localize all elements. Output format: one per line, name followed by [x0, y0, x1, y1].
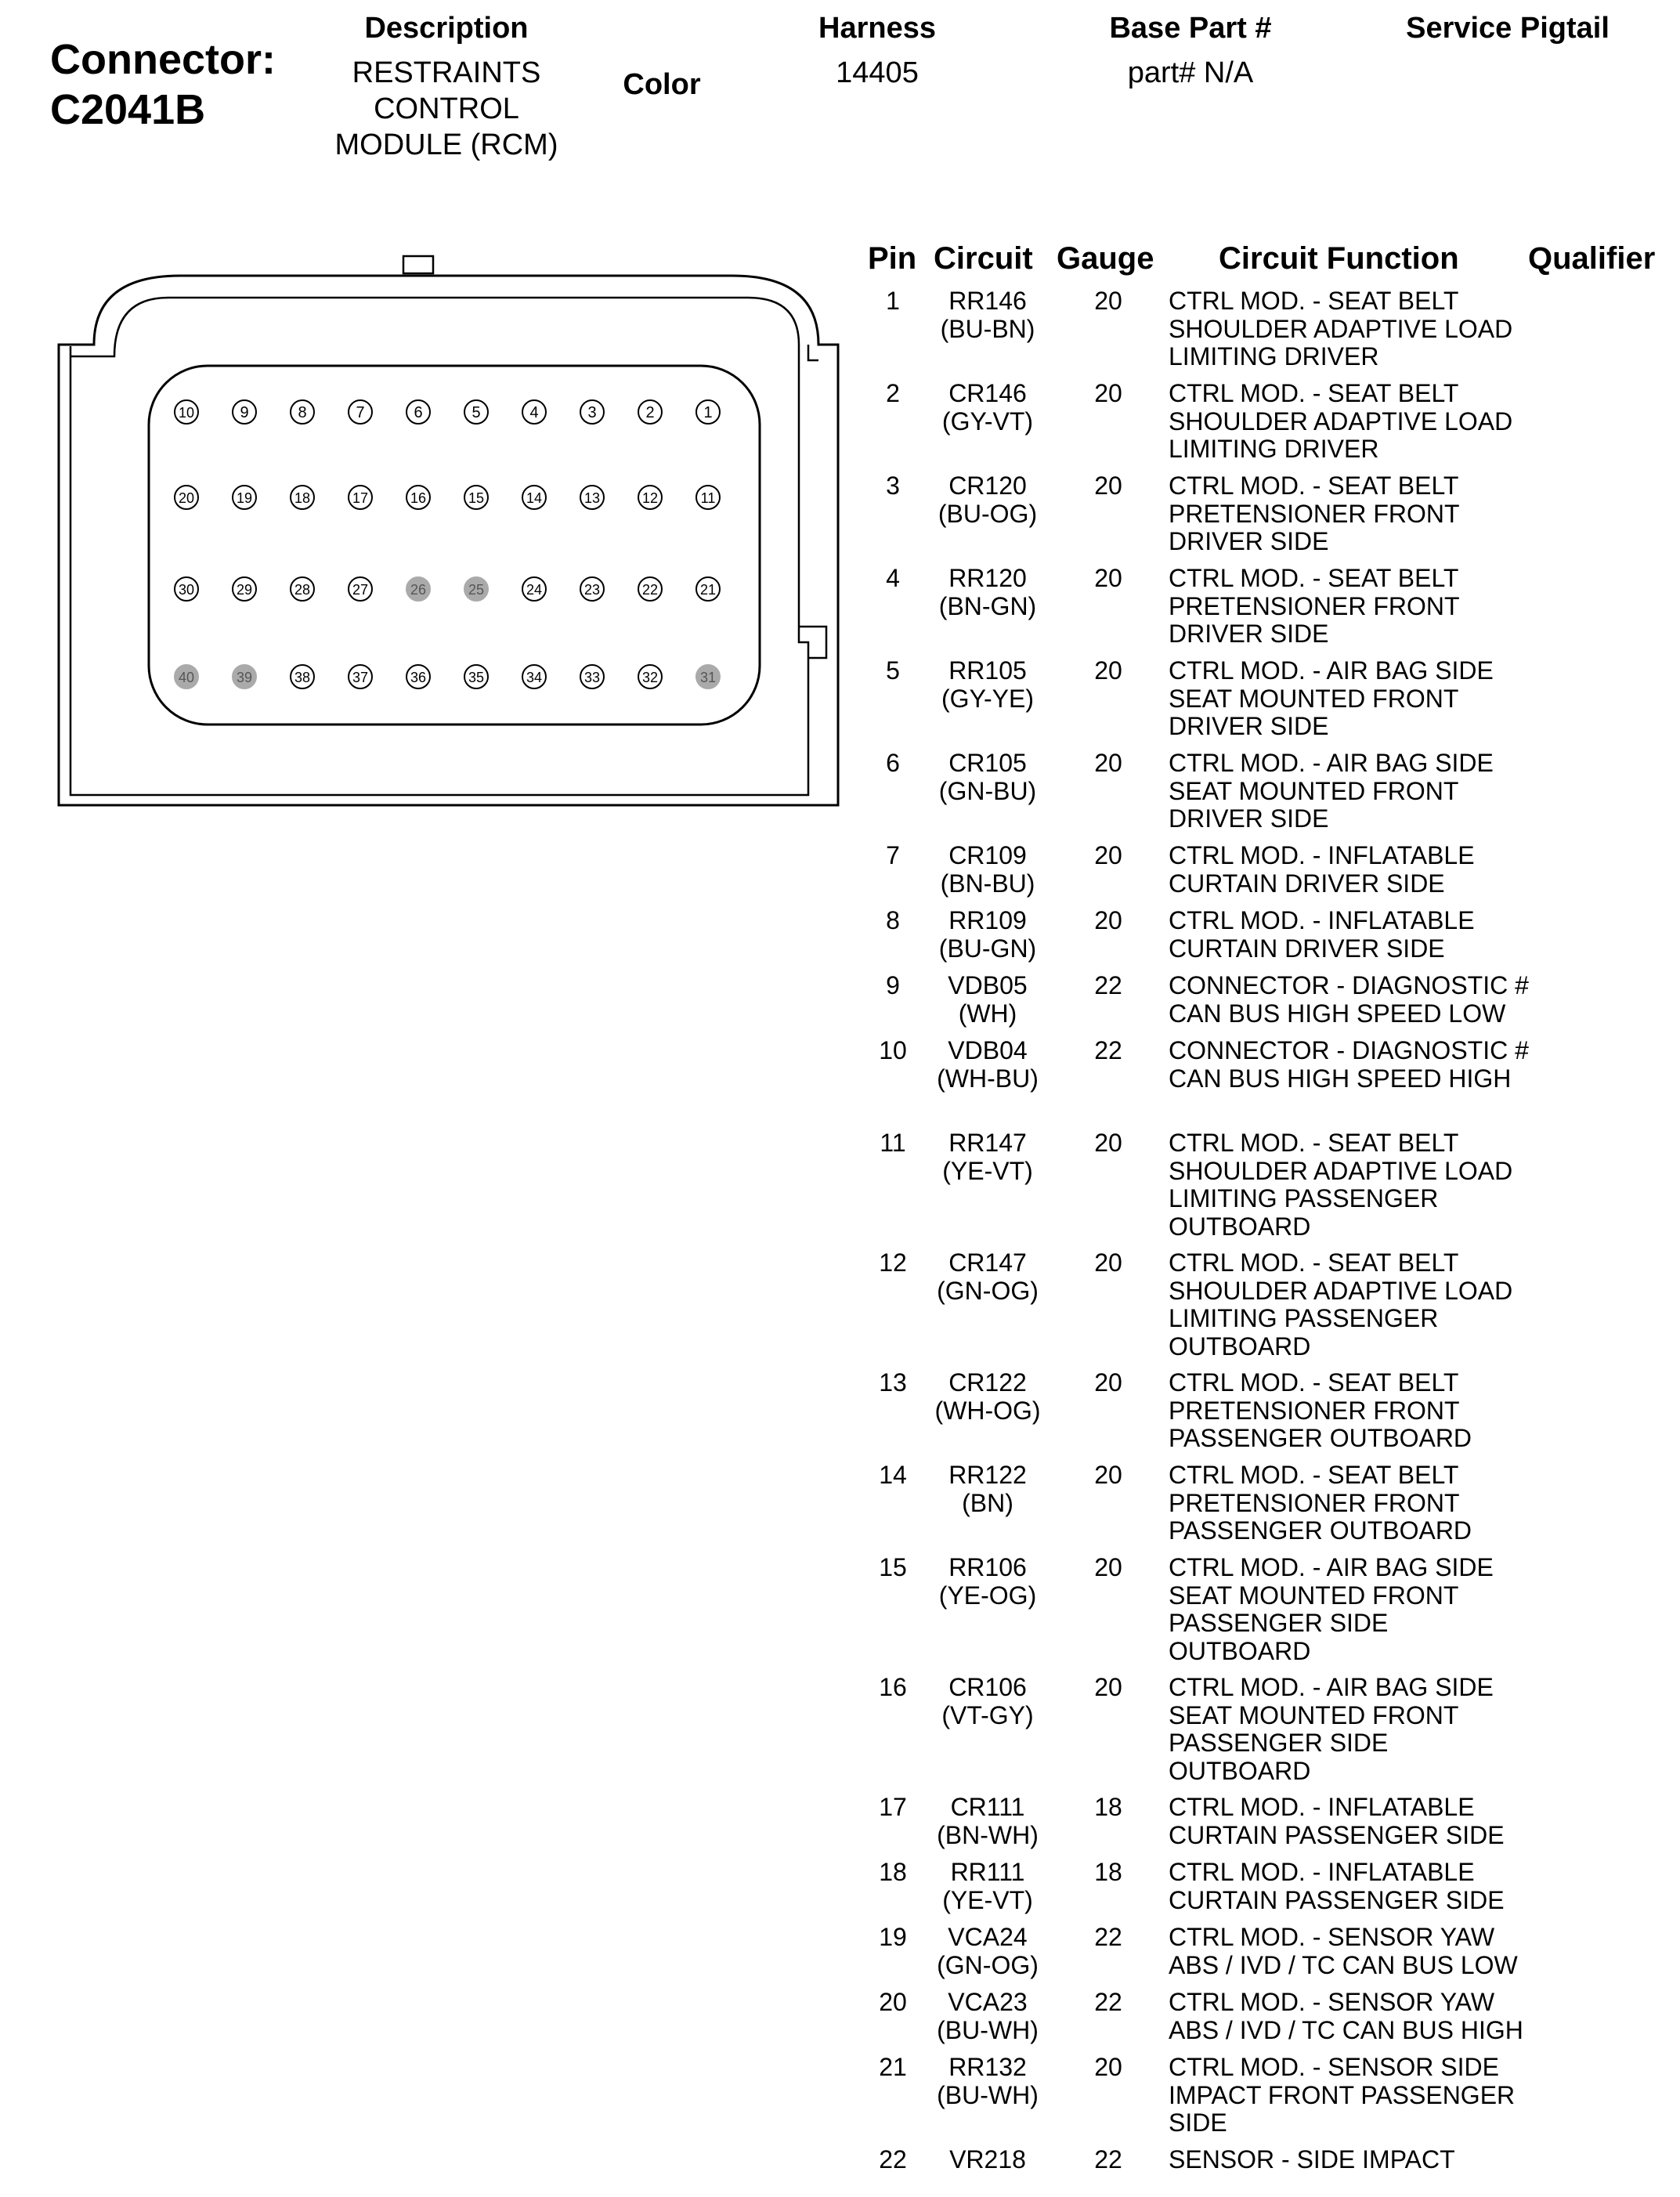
pin-number: 2	[886, 379, 900, 407]
circuit-function-cell: CTRL MOD. - INFLATABLE CURTAIN DRIVER SIDE	[1169, 841, 1475, 898]
gauge-cell: 20	[1094, 564, 1122, 592]
header-pin: Pin	[868, 241, 917, 276]
wire-color: (BU-BN)	[940, 314, 1035, 343]
circuit-id: VCA24	[948, 1923, 1028, 1951]
pin-cavity	[175, 665, 198, 688]
circuit-function-cell: CTRL MOD. - AIR BAG SIDE SEAT MOUNTED FRONT DRIVER SIDE	[1169, 749, 1494, 833]
pin-cavity-number: 15	[468, 490, 485, 506]
wire-color: (GN-BU)	[938, 776, 1037, 805]
pin-cavity-number: 23	[583, 582, 601, 598]
pin-cavity	[580, 577, 604, 601]
pin-cavity	[464, 577, 488, 601]
description-line: RESTRAINTS	[352, 56, 541, 89]
circuit-cell	[921, 1129, 1054, 1185]
pin-cavity-number: 29	[236, 582, 253, 598]
pin-cavity-number: 31	[699, 670, 717, 685]
circuit-function-cell: CTRL MOD. - SEAT BELT SHOULDER ADAPTIVE LOAD LIMITING DRIVER	[1169, 287, 1513, 370]
pin-number: 12	[879, 1248, 907, 1277]
pin-cavity-number: 34	[526, 670, 543, 685]
pin-cavity-number: 37	[352, 670, 369, 685]
pin-cavity	[349, 665, 372, 688]
pin-cavity-number: 26	[410, 582, 427, 598]
gauge-cell: 20	[1094, 841, 1122, 869]
circuit-cell	[921, 1249, 1054, 1305]
wire-color: (WH-BU)	[937, 1064, 1039, 1093]
pin-cavity	[580, 486, 604, 509]
harness-label: Harness	[818, 12, 936, 45]
circuit-function-cell: CTRL MOD. - SENSOR YAW ABS / IVD / TC CAN BUS HIGH	[1169, 1988, 1523, 2044]
connector-label: Connector:	[50, 36, 276, 83]
wire-color: (YE-OG)	[938, 1581, 1037, 1610]
pin-cavity-number: 20	[178, 490, 195, 506]
pin-cavity-number: 27	[352, 582, 369, 598]
circuit-function-cell: CONNECTOR - DIAGNOSTIC # CAN BUS HIGH SPEED LOW	[1169, 971, 1529, 1028]
connector-title	[50, 34, 276, 135]
gauge-cell: 20	[1094, 906, 1122, 934]
gauge-cell: 18	[1094, 1858, 1122, 1886]
circuit-function-cell: CTRL MOD. - SEAT BELT PRETENSIONER FRONT PASSENGER OUTBOARD	[1169, 1461, 1472, 1545]
circuit-id: RR147	[948, 1129, 1027, 1157]
gauge-cell: 20	[1094, 1553, 1122, 1581]
pin-cavity	[464, 665, 488, 688]
wire-color: (BU-WH)	[937, 2015, 1039, 2044]
pin-number: 10	[879, 1036, 907, 1064]
gauge-cell: 22	[1094, 971, 1122, 999]
connector-id: C2041B	[50, 86, 206, 133]
pin-cavity-number: 13	[583, 490, 601, 506]
circuit-cell	[921, 380, 1054, 435]
circuit-function-cell: CONNECTOR - DIAGNOSTIC # CAN BUS HIGH SPEED HIGH	[1169, 1036, 1529, 1093]
pin-cavity-number: 5	[471, 404, 481, 421]
gauge-cell: 20	[1094, 1673, 1122, 1701]
wire-color: (VT-GY)	[941, 1700, 1034, 1729]
pin-number: 4	[886, 564, 900, 592]
circuit-cell	[921, 2054, 1054, 2109]
circuit-id: CR146	[948, 379, 1027, 407]
circuit-cell	[921, 1859, 1054, 1914]
circuit-function-cell: CTRL MOD. - SEAT BELT PRETENSIONER FRONT PASSENGER OUTBOARD	[1169, 1368, 1472, 1452]
pin-cavity	[349, 486, 372, 509]
circuit-cell	[921, 972, 1054, 1028]
circuit-id: RR132	[948, 2053, 1027, 2081]
description-line: MODULE (RCM)	[334, 128, 558, 161]
pin-cavity-number: 22	[641, 582, 659, 598]
pin-number: 17	[879, 1793, 907, 1821]
gauge-cell: 22	[1094, 1036, 1122, 1064]
gauge-cell: 20	[1094, 1368, 1122, 1397]
pin-cavity-number: 19	[236, 490, 253, 506]
pin-number: 6	[886, 749, 900, 777]
circuit-cell	[921, 657, 1054, 713]
circuit-cell	[921, 907, 1054, 963]
pin-cavity-number: 38	[294, 670, 311, 685]
pin-number: 7	[886, 841, 900, 869]
circuit-id: CR111	[950, 1793, 1025, 1821]
wire-color: (GY-YE)	[941, 684, 1034, 713]
circuit-cell	[921, 472, 1054, 528]
header-gauge: Gauge	[1057, 241, 1154, 276]
pin-number: 19	[879, 1923, 907, 1951]
pin-number: 9	[886, 971, 900, 999]
circuit-id: RR105	[948, 656, 1027, 685]
pin-number: 13	[879, 1368, 907, 1397]
circuit-function-cell: CTRL MOD. - SEAT BELT PRETENSIONER FRONT DRIVER SIDE	[1169, 472, 1459, 555]
pin-number: 16	[879, 1673, 907, 1701]
wire-color: (GN-OG)	[937, 1276, 1039, 1305]
base-part-value: part# N/A	[1127, 56, 1254, 89]
pin-cavity	[522, 400, 546, 424]
pin-cavity-number: 36	[410, 670, 427, 685]
pin-cavity-number: 4	[529, 404, 539, 421]
pin-cavity	[580, 665, 604, 688]
gauge-cell: 20	[1094, 472, 1122, 500]
circuit-function-cell: CTRL MOD. - INFLATABLE CURTAIN PASSENGER SIDE	[1169, 1793, 1505, 1849]
pin-cavity	[349, 400, 372, 424]
pin-cavity-number: 39	[236, 670, 253, 685]
wire-color: (GY-VT)	[941, 407, 1034, 435]
gauge-cell: 20	[1094, 1129, 1122, 1157]
pin-cavity-number: 3	[587, 404, 597, 421]
circuit-cell	[921, 1369, 1054, 1425]
color-label: Color	[623, 68, 701, 101]
pin-cavity-number: 35	[468, 670, 485, 685]
gauge-cell: 20	[1094, 2053, 1122, 2081]
pin-number: 3	[886, 472, 900, 500]
pin-cavity	[175, 486, 198, 509]
pin-cavity	[696, 486, 720, 509]
wire-color: (WH-OG)	[934, 1396, 1041, 1425]
pin-cavity-number: 25	[468, 582, 485, 598]
wire-color: (BN)	[962, 1488, 1013, 1517]
header-circuit: Circuit	[934, 241, 1033, 276]
pin-cavity	[406, 486, 430, 509]
description-line: CONTROL	[374, 92, 519, 125]
gauge-cell: 20	[1094, 379, 1122, 407]
pin-cavity	[638, 577, 662, 601]
pin-cavity-number: 2	[645, 404, 655, 421]
circuit-function-cell: CTRL MOD. - SEAT BELT SHOULDER ADAPTIVE LOAD LIMITING DRIVER	[1169, 379, 1513, 463]
pin-cavity	[696, 665, 720, 688]
circuit-id: VDB04	[948, 1036, 1028, 1064]
pin-number: 5	[886, 656, 900, 685]
pin-cavity	[406, 400, 430, 424]
header-circuit-function: Circuit Function	[1219, 241, 1459, 276]
pin-cavity	[696, 577, 720, 601]
pin-cavity-number: 1	[703, 404, 713, 421]
pin-number: 18	[879, 1858, 907, 1886]
gauge-cell: 22	[1094, 1923, 1122, 1951]
circuit-id: VCA23	[948, 1988, 1028, 2016]
wire-color: (BU-GN)	[938, 934, 1037, 963]
pin-cavity-number: 9	[240, 404, 249, 421]
gauge-cell: 20	[1094, 1461, 1122, 1489]
pin-cavity	[291, 577, 314, 601]
pin-cavity	[349, 577, 372, 601]
pin-number: 8	[886, 906, 900, 934]
circuit-function-cell: SENSOR - SIDE IMPACT	[1169, 2145, 1455, 2174]
pin-cavity	[522, 577, 546, 601]
circuit-cell	[921, 1989, 1054, 2044]
pin-cavity-number: 14	[526, 490, 543, 506]
circuit-id: CR147	[948, 1248, 1027, 1277]
pin-number: 20	[879, 1988, 907, 2016]
description-label: Description	[364, 12, 529, 45]
pin-cavity	[638, 486, 662, 509]
pin-cavity	[638, 400, 662, 424]
pin-cavity-number: 28	[294, 582, 311, 598]
pin-cavity-number: 21	[699, 582, 717, 598]
gauge-cell: 20	[1094, 749, 1122, 777]
circuit-function-cell: CTRL MOD. - SENSOR SIDE IMPACT FRONT PASSENGER SIDE	[1169, 2053, 1516, 2137]
description-value	[298, 55, 595, 163]
circuit-cell	[921, 842, 1054, 898]
pin-number: 15	[879, 1553, 907, 1581]
pin-cavity-number: 8	[298, 404, 307, 421]
pin-cavity-number: 11	[700, 490, 716, 506]
wire-color: (BN-BU)	[940, 869, 1035, 898]
circuit-id: VDB05	[948, 971, 1028, 999]
pin-number: 1	[886, 287, 900, 315]
circuit-function-cell: CTRL MOD. - INFLATABLE CURTAIN DRIVER SIDE	[1169, 906, 1475, 963]
pin-cavity	[696, 400, 720, 424]
pin-cavity-number: 32	[641, 670, 659, 685]
circuit-function-cell: CTRL MOD. - AIR BAG SIDE SEAT MOUNTED FRONT PASSENGER SIDE OUTBOARD	[1169, 1673, 1494, 1785]
circuit-cell	[921, 1462, 1054, 1517]
gauge-cell: 20	[1094, 656, 1122, 685]
wire-color: (YE-VT)	[942, 1885, 1033, 1914]
circuit-cell	[921, 287, 1054, 343]
circuit-cell	[921, 1794, 1054, 1849]
pin-cavity	[233, 577, 256, 601]
wire-color: (BN-GN)	[938, 591, 1037, 620]
pin-number: 22	[879, 2145, 907, 2174]
pin-cavity-number: 30	[178, 582, 195, 598]
pin-cavity-number: 10	[178, 405, 195, 421]
circuit-cell	[921, 1924, 1054, 1979]
circuit-id: RR122	[948, 1461, 1027, 1489]
pin-cavity-number: 12	[641, 490, 659, 506]
circuit-id: VR218	[949, 2145, 1026, 2174]
pin-cavity-number: 24	[526, 582, 543, 598]
circuit-id: CR106	[948, 1673, 1027, 1701]
circuit-function-cell: CTRL MOD. - SENSOR YAW ABS / IVD / TC CAN BUS LOW	[1169, 1923, 1518, 1979]
circuit-id: CR120	[948, 472, 1027, 500]
gauge-cell: 22	[1094, 1988, 1122, 2016]
circuit-id: RR120	[948, 564, 1027, 592]
circuit-function-cell: CTRL MOD. - INFLATABLE CURTAIN PASSENGER SIDE	[1169, 1858, 1505, 1914]
gauge-cell: 18	[1094, 1793, 1122, 1821]
pin-number: 21	[879, 2053, 907, 2081]
wire-color: (BN-WH)	[937, 1820, 1039, 1849]
circuit-cell	[921, 750, 1054, 805]
pin-cavity-number: 16	[410, 490, 427, 506]
wire-color: (WH)	[958, 999, 1017, 1028]
gauge-cell: 22	[1094, 2145, 1122, 2174]
wire-color: (BU-OG)	[938, 499, 1038, 528]
pin-cavity-number: 7	[356, 404, 365, 421]
circuit-id: CR122	[948, 1368, 1027, 1397]
pin-cavity	[291, 400, 314, 424]
pin-cavity	[175, 400, 198, 424]
pin-cavity	[291, 486, 314, 509]
circuit-id: CR105	[948, 749, 1027, 777]
pin-cavity	[175, 577, 198, 601]
gauge-cell: 20	[1094, 1248, 1122, 1277]
pin-cavity-number: 17	[352, 490, 369, 506]
pin-number: 11	[880, 1129, 906, 1157]
circuit-cell	[921, 1674, 1054, 1729]
circuit-id: RR109	[948, 906, 1027, 934]
wire-color: (BU-WH)	[937, 2080, 1039, 2109]
circuit-function-cell: CTRL MOD. - SEAT BELT SHOULDER ADAPTIVE LOAD LIMITING PASSENGER OUTBOARD	[1169, 1129, 1513, 1241]
circuit-id: CR109	[948, 841, 1027, 869]
header-qualifier: Qualifier	[1528, 241, 1656, 276]
circuit-cell	[921, 1037, 1054, 1093]
pin-cavity	[233, 400, 256, 424]
pin-cavity	[233, 665, 256, 688]
pin-cavity	[291, 665, 314, 688]
pin-cavity	[464, 400, 488, 424]
circuit-cell	[921, 565, 1054, 620]
circuit-function-cell: CTRL MOD. - SEAT BELT PRETENSIONER FRONT DRIVER SIDE	[1169, 564, 1459, 648]
circuit-id: RR106	[948, 1553, 1027, 1581]
circuit-function-cell: CTRL MOD. - AIR BAG SIDE SEAT MOUNTED FRONT PASSENGER SIDE OUTBOARD	[1169, 1553, 1494, 1665]
pin-cavity	[580, 400, 604, 424]
base-part-label: Base Part #	[1109, 12, 1272, 45]
pin-cavity-number: 33	[583, 670, 601, 685]
pin-cavity	[406, 577, 430, 601]
pin-cavity-number: 6	[414, 404, 423, 421]
pin-cavity	[233, 486, 256, 509]
circuit-function-cell: CTRL MOD. - AIR BAG SIDE SEAT MOUNTED FRONT DRIVER SIDE	[1169, 656, 1494, 740]
latch-tab	[403, 256, 433, 273]
pin-cavity	[464, 486, 488, 509]
pin-number: 14	[879, 1461, 907, 1489]
pin-cavity	[522, 486, 546, 509]
circuit-cell	[921, 2146, 1054, 2174]
wire-color: (YE-VT)	[942, 1156, 1033, 1185]
gauge-cell: 20	[1094, 287, 1122, 315]
pin-cavity	[638, 665, 662, 688]
connector-face-diagram	[47, 243, 862, 815]
wire-color: (GN-OG)	[937, 1950, 1039, 1979]
circuit-function-cell: CTRL MOD. - SEAT BELT SHOULDER ADAPTIVE LOAD LIMITING PASSENGER OUTBOARD	[1169, 1248, 1513, 1360]
circuit-id: RR111	[950, 1858, 1025, 1886]
harness-value: 14405	[836, 56, 919, 89]
pin-cavity	[522, 665, 546, 688]
circuit-id: RR146	[948, 287, 1027, 315]
circuit-cell	[921, 1554, 1054, 1610]
service-pigtail-label: Service Pigtail	[1406, 12, 1610, 45]
pin-cavity-number: 40	[178, 670, 195, 685]
pin-cavity-number: 18	[294, 490, 311, 506]
pin-cavity	[406, 665, 430, 688]
